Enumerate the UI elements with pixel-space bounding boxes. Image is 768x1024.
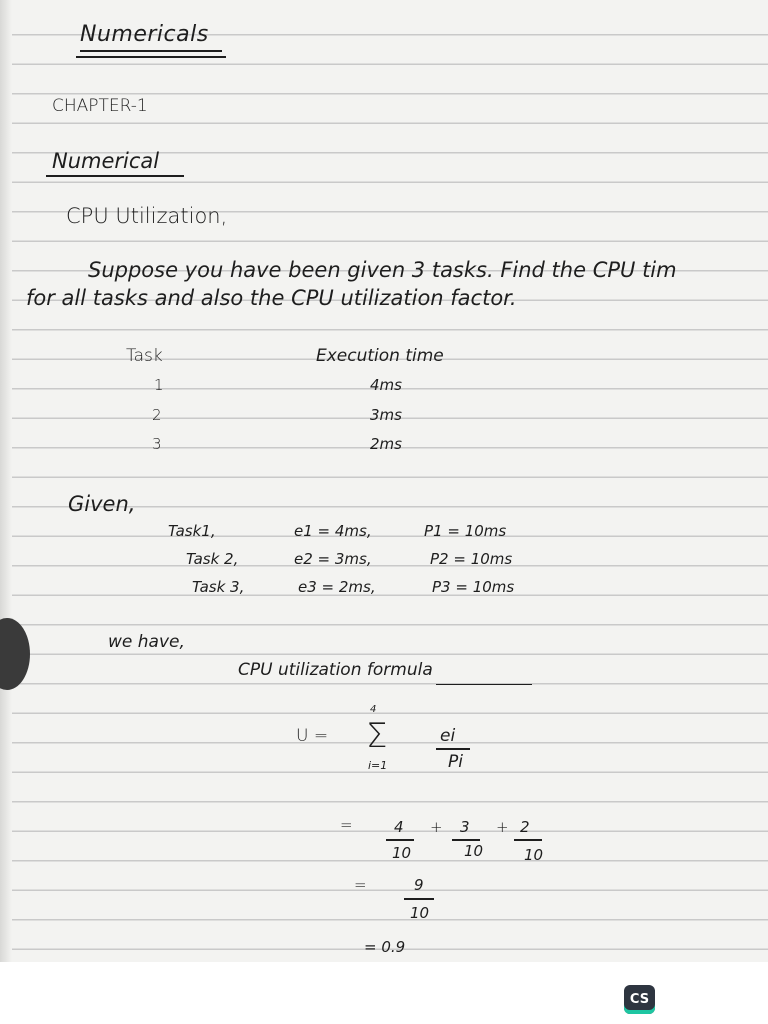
sigma-upper-limit: 4	[370, 704, 377, 715]
subheading: Numerical	[52, 149, 160, 173]
given-period: P3 = 10ms	[432, 578, 515, 596]
given-period: P1 = 10ms	[424, 522, 507, 540]
step2-equals: =	[354, 876, 367, 894]
given-exec: e1 = 4ms,	[294, 522, 372, 540]
chapter-label: CHAPTER-1	[52, 96, 148, 116]
formula-denominator: Pi	[448, 752, 463, 772]
ink-blot	[0, 618, 30, 690]
step1-denominator: 10	[464, 842, 484, 860]
step2-denominator: 10	[410, 904, 430, 922]
step2-numerator: 9	[414, 876, 424, 894]
step2-fraction-bar	[404, 898, 434, 900]
we-have-label: we have,	[108, 632, 185, 652]
given-period: P2 = 10ms	[430, 550, 513, 568]
step1-equals: =	[340, 816, 353, 834]
sigma-symbol: Σ	[366, 716, 388, 756]
table-row-task: 3	[152, 435, 162, 453]
step1-numerator: 3	[460, 818, 470, 836]
subheading-underline	[46, 175, 184, 177]
step1-operator: +	[496, 818, 509, 836]
given-task: Task 2,	[186, 550, 239, 568]
heading-underline	[80, 50, 222, 52]
step1-fraction-bar	[386, 839, 414, 841]
step1-fraction-bar	[452, 839, 480, 841]
topic-title: CPU Utilization,	[66, 204, 228, 228]
given-task: Task1,	[168, 522, 216, 540]
result: = 0.9	[364, 938, 406, 956]
table-row-task: 2	[152, 406, 162, 424]
table-row-time: 3ms	[370, 406, 402, 424]
problem-line-1: Suppose you have been given 3 tasks. Find the CPU tim	[88, 258, 677, 282]
problem-line-2: for all tasks and also the CPU utilization factor.	[26, 286, 517, 310]
step1-numerator: 4	[394, 818, 404, 836]
given-exec: e3 = 2ms,	[298, 578, 376, 596]
formula-title: CPU utilization formula	[238, 660, 433, 680]
step1-fraction-bar	[514, 839, 542, 841]
formula-lhs: U =	[296, 726, 329, 746]
heading-underline-2	[76, 56, 226, 58]
table-row-task: 1	[154, 376, 164, 394]
table-header-time: Execution time	[316, 346, 444, 366]
given-task: Task 3,	[192, 578, 245, 596]
step1-denominator: 10	[392, 844, 412, 862]
sigma-lower-limit: i=1	[368, 759, 388, 772]
step1-numerator: 2	[520, 818, 530, 836]
formula-numerator: ei	[440, 726, 456, 746]
formula-fraction-bar	[436, 748, 470, 750]
step1-operator: +	[430, 818, 443, 836]
table-row-time: 4ms	[370, 376, 402, 394]
step1-denominator: 10	[524, 846, 544, 864]
table-header-task: Task	[126, 346, 163, 366]
given-label: Given,	[68, 492, 136, 516]
page-heading: Numericals	[80, 22, 209, 47]
given-exec: e2 = 3ms,	[294, 550, 372, 568]
table-row-time: 2ms	[370, 435, 402, 453]
formula-title-underline	[436, 684, 532, 685]
camscanner-logo: CS	[624, 985, 655, 1014]
page-edge-shadow	[0, 0, 12, 962]
